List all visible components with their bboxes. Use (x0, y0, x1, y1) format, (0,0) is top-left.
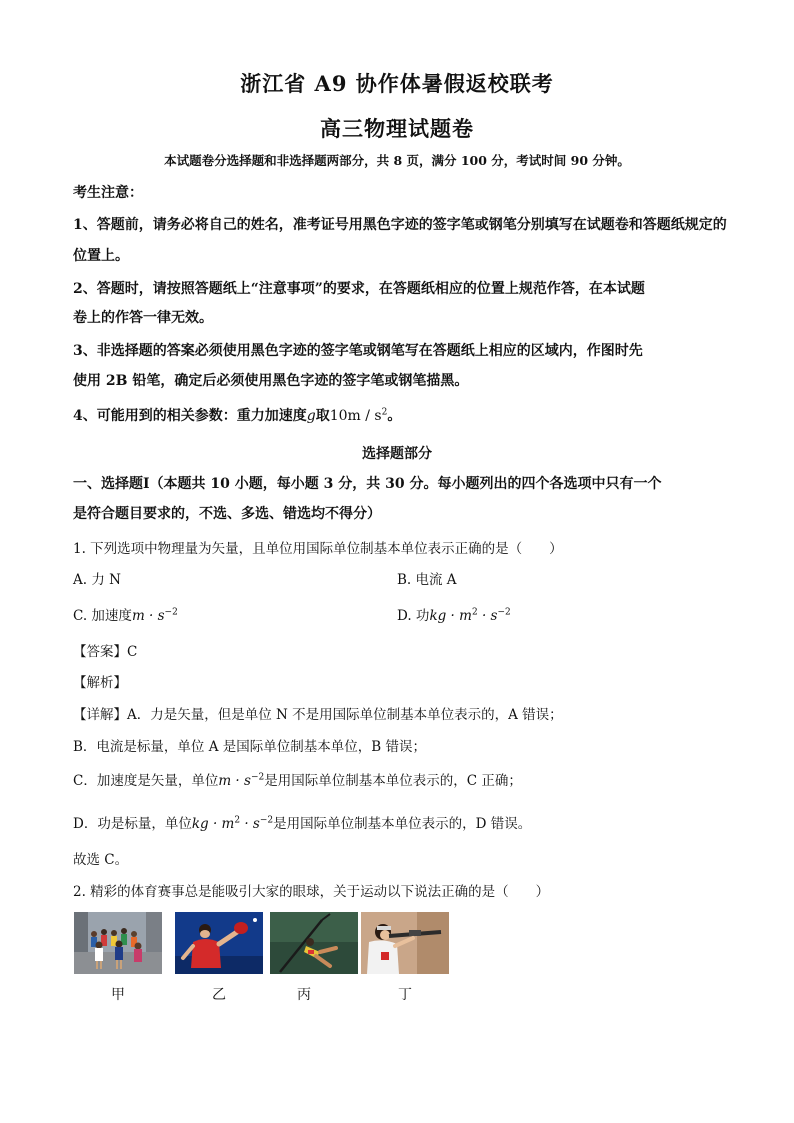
gravity-value (330, 408, 388, 424)
exam-subtitle: 高三物理试题卷 (320, 116, 474, 141)
q1-option-c-text: C. 加速度 (73, 608, 132, 624)
q1-detail-a: 【详解】A．力是矢量，但是单位 N 不是用国际单位制基本单位表示的，A 错误； (73, 707, 563, 723)
notice-item-2-line-2: 卷上的作答一律无效。 (73, 310, 213, 326)
q1-detail-d-pre: D．功是标量，单位 (73, 816, 192, 832)
q1-detail-c-post: 是用国际单位制基本单位表示的，C 正确； (264, 773, 522, 789)
gravity-value-text: 10m / s (329, 408, 382, 424)
q2-stem: 2. 精彩的体育赛事总是能吸引大家的眼球，关于运动以下说法正确的是（ ） (73, 884, 550, 900)
notice-item-1-line-1: 1、答题前，请务必将自己的姓名，准考证号用黑色字迹的签字笔或钢笔分别填写在试题卷和答题纸规定的 (73, 217, 727, 233)
q1-answer: 【答案】C (73, 644, 138, 660)
section-title: 选择题部分 (362, 446, 432, 462)
photo-caption-2: 乙 (212, 987, 226, 1003)
q1-analysis-label: 【解析】 (73, 675, 127, 691)
photo-caption-4: 丁 (398, 987, 412, 1003)
exam-title: 浙江省 A9 协作体暑假返校联考 (240, 71, 554, 96)
part1-instructions-line-2: 是符合题目要求的，不选、多选、错选均不得分） (73, 506, 381, 522)
q1-option-d-exponent-1: 2 (471, 607, 478, 618)
notice-item-4-mid: 取 (315, 408, 330, 424)
q1-option-d-exponent-2: −2 (497, 607, 511, 618)
q1-detail-d-unit-2: · s (240, 816, 260, 832)
photo-pole-vault (270, 912, 358, 974)
q1-option-c (73, 604, 178, 624)
notice-item-1-line-2: 位置上。 (73, 248, 129, 264)
q1-option-d-unit-1: kg · m (429, 608, 472, 624)
notice-heading: 考生注意： (73, 185, 143, 201)
q1-detail-b: B．电流是标量，单位 A 是国际单位制基本单位，B 错误； (73, 739, 426, 755)
notice-item-4-prefix: 4、可能用到的相关参数：重力加速度 (73, 408, 307, 424)
photo-table-tennis-player (175, 912, 263, 974)
notice-item-3-line-2: 使用 2B 铅笔，确定后必须使用黑色字迹的签字笔或钢笔描黑。 (73, 373, 469, 389)
exam-intro: 本试题卷分选择题和非选择题两部分，共 8 页，满分 100 分，考试时间 90 分钟。 (164, 153, 630, 168)
q1-detail-d-unit-1: kg · m (191, 816, 235, 832)
photo-marathon-runners (74, 912, 162, 974)
notice-item-4 (73, 405, 401, 425)
notice-item-2-line-1: 2、答题时，请按照答题纸上“注意事项”的要求，在答题纸相应的位置上规范作答，在本试题 (73, 281, 645, 297)
q1-detail-d-exponent-1: 2 (234, 815, 241, 826)
q1-option-d (397, 604, 511, 624)
photo-caption-3: 丙 (297, 987, 311, 1003)
q1-detail-c-exponent: −2 (250, 772, 265, 783)
part1-instructions-line-1: 一、选择题Ⅰ（本题共 10 小题，每小题 3 分，共 30 分。每小题列出的四个各选项中只有一个 (73, 476, 662, 492)
notice-item-4-end: 。 (387, 408, 402, 424)
q1-option-d-unit-2: · s (477, 608, 498, 624)
gravity-symbol: g (306, 408, 316, 424)
photo-caption-1: 甲 (111, 987, 125, 1003)
q1-conclusion: 故选 C。 (73, 852, 129, 868)
q1-option-c-exponent: −2 (164, 607, 178, 618)
photo-shooting-athlete (361, 912, 449, 974)
q1-detail-d (73, 812, 531, 832)
q1-option-a: A. 力 N (73, 572, 121, 588)
q1-option-d-text: D. 功 (397, 608, 430, 624)
q1-detail-c-unit: m · s (218, 773, 251, 789)
gravity-value-exponent: 2 (381, 407, 388, 418)
q1-detail-c (73, 769, 522, 789)
q1-option-b: B. 电流 A (397, 572, 457, 588)
q1-option-c-unit: m · s (131, 608, 165, 624)
notice-item-3-line-1: 3、非选择题的答案必须使用黑色字迹的签字笔或钢笔写在答题纸上相应的区域内，作图时先 (73, 343, 643, 359)
q1-detail-d-exponent-2: −2 (259, 815, 274, 826)
q1-stem: 1. 下列选项中物理量为矢量，且单位用国际单位制基本单位表示正确的是（ ） (73, 541, 563, 557)
q1-detail-d-post: 是用国际单位制基本单位表示的，D 错误。 (273, 816, 532, 832)
q1-detail-c-pre: C．加速度是矢量，单位 (73, 773, 219, 789)
